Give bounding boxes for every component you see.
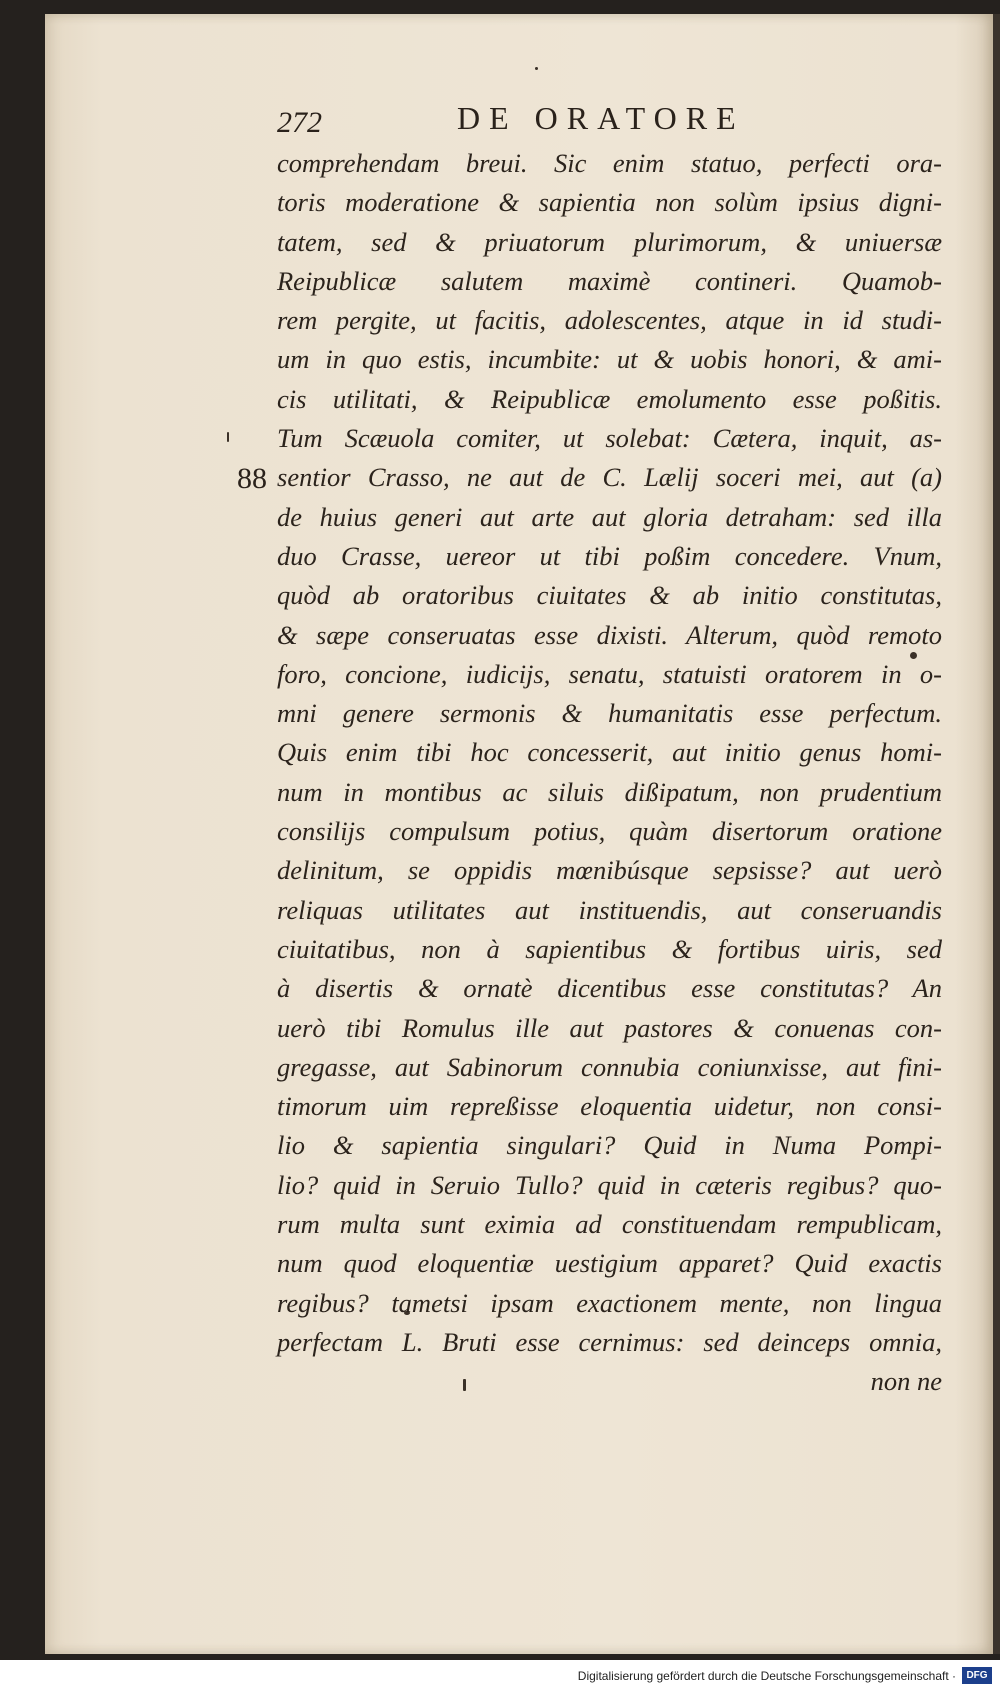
running-title: DE ORATORE bbox=[457, 100, 745, 136]
text-line: lio & sapientia singulari? Quid in Numa Pompi- bbox=[277, 1130, 942, 1161]
text-line: uerò tibi Romulus ille aut pastores & conuenas con- bbox=[277, 1012, 942, 1043]
text-line: um in quo estis, incumbite: ut & uobis honori, & ami- bbox=[277, 344, 942, 375]
text-line: reliquas utilitates aut instituendis, aut conseruandis bbox=[277, 894, 942, 925]
margin-section-number: 88 bbox=[237, 462, 267, 495]
ink-speck bbox=[535, 67, 538, 70]
text-line: comprehendam breui. Sic enim statuo, perfecti ora- bbox=[277, 148, 942, 178]
text-line: sentior Crasso, ne aut de C. Lælij soceri mei, aut (a) bbox=[277, 462, 942, 493]
text-line: rem pergite, ut facitis, adolescentes, atque in id studi- bbox=[277, 305, 942, 336]
funding-credit: Digitalisierung gefördert durch die Deutsche Forschungsgemeinschaft · bbox=[577, 1669, 956, 1683]
page-edge-shadow bbox=[993, 14, 1000, 1654]
text-line: lio? quid in Seruio Tullo? quid in cæteris regibus? quo- bbox=[277, 1169, 942, 1200]
text-line: tatem, sed & priuatorum plurimorum, & uniuersæ bbox=[277, 226, 942, 257]
text-line: num in montibus ac siluis dißipatum, non prudentium bbox=[277, 776, 942, 807]
text-line: Tum Scæuola comiter, ut solebat: Cætera, inquit, as- bbox=[277, 423, 942, 454]
text-line: timorum uim repreßisse eloquentia uidetur, non consi- bbox=[277, 1091, 942, 1122]
text-line: Quis enim tibi hoc concesserit, aut initio genus homi- bbox=[277, 737, 942, 768]
text-line: de huius generi aut arte aut gloria detraham: sed illa bbox=[277, 501, 942, 532]
text-line: & sæpe conseruatas esse dixisti. Alterum, quòd remoto bbox=[277, 619, 942, 650]
text-line: mni genere sermonis & humanitatis esse perfectum. bbox=[277, 698, 942, 729]
page-number: 272 bbox=[277, 106, 322, 139]
text-line: à disertis & ornatè dicentibus esse constitutas? An bbox=[277, 973, 942, 1004]
dfg-logo: DFG bbox=[962, 1667, 992, 1684]
text-line: perfectam L. Bruti esse cernimus: sed deinceps omnia, bbox=[277, 1326, 942, 1357]
catchword: non ne bbox=[870, 1366, 942, 1397]
ink-speck bbox=[227, 432, 229, 442]
text-line: duo Crasse, uereor ut tibi poßim concedere. Vnum, bbox=[277, 540, 942, 571]
text-line: delinitum, se oppidis mœnibúsque sepsisse? aut uerò bbox=[277, 855, 942, 886]
text-line: toris moderatione & sapientia non solùm ipsius digni- bbox=[277, 187, 942, 218]
text-line: rum multa sunt eximia ad constituendam rempublicam, bbox=[277, 1209, 942, 1240]
text-line: num quod eloquentiæ uestigium apparet? Quid exactis bbox=[277, 1248, 942, 1279]
text-line: Reipublicæ salutem maximè contineri. Quamob- bbox=[277, 265, 942, 296]
text-line: consilijs compulsum potius, quàm disertorum oratione bbox=[277, 816, 942, 847]
text-line: gregasse, aut Sabinorum connubia coniunxisse, aut fini- bbox=[277, 1051, 942, 1082]
text-line: quòd ab oratoribus ciuitates & ab initio constitutas, bbox=[277, 580, 942, 611]
digitization-footer bbox=[0, 1660, 1000, 1693]
running-head bbox=[277, 100, 797, 150]
text-line: foro, concione, iudicijs, senatu, statuisti oratorem in o- bbox=[277, 658, 942, 689]
text-line: regibus? tametsi ipsam exactionem mente, non lingua bbox=[277, 1287, 942, 1318]
text-line: cis utilitati, & Reipublicæ emolumento esse poßitis. bbox=[277, 383, 942, 414]
text-line: ciuitatibus, non à sapientibus & fortibus uiris, sed bbox=[277, 933, 942, 964]
body-text bbox=[277, 144, 942, 1402]
